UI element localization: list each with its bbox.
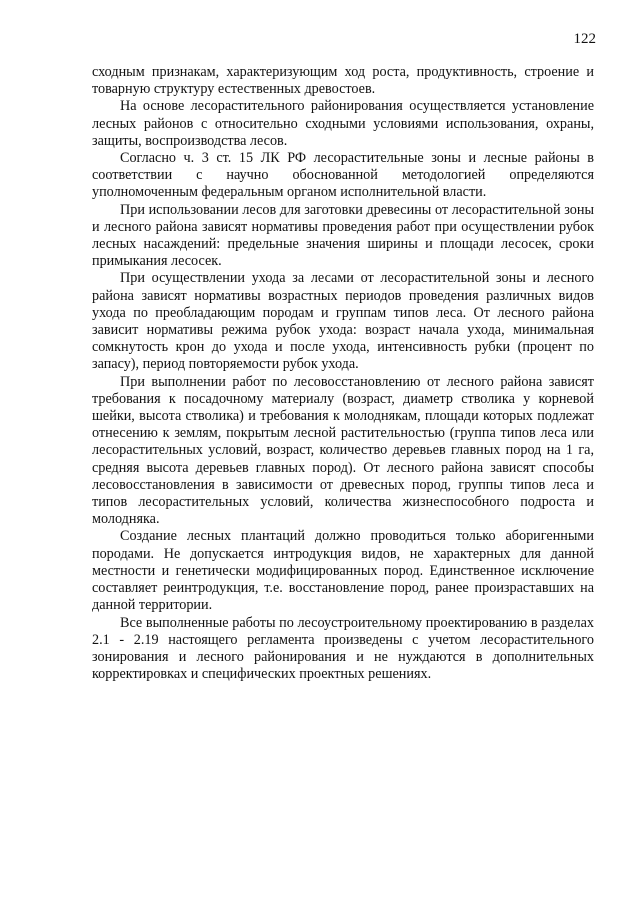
paragraph-plantations: Создание лесных плантаций должно проводиться только аборигенными породами. Не допускается интродукция видов, не характерных для данной местности и генетически модифицированных пород. Единственное исключение составляет реинтродукция, т.е. восстановление пород, ранее произраставших на данной территории. xyxy=(92,528,594,614)
paragraph-continuation: сходным признакам, характеризующим ход роста, продуктивность, строение и товарную структуру естественных древостоев. xyxy=(92,64,594,98)
paragraph-legal-basis: Согласно ч. 3 ст. 15 ЛК РФ лесорастительные зоны и лесные районы в соответствии с научно обоснованной методологией определяются уполномоченным федеральным органом исполнительной власти. xyxy=(92,150,594,201)
page-number: 122 xyxy=(573,31,596,47)
paragraph-conclusion: Все выполненные работы по лесоустроительному проектированию в разделах 2.1 - 2.19 настоящего регламента произведены с учетом лесорастительного зонирования и лесного районирования и не нуждаются в дополнительных корректировках и специфических проектных решениях. xyxy=(92,614,594,683)
paragraph-forest-districts: На основе лесорастительного районирования осуществляется установление лесных районов с относительно сходными условиями использования, охраны, защиты, воспроизводства лесов. xyxy=(92,98,594,149)
paragraph-forest-care: При осуществлении ухода за лесами от лесорастительной зоны и лесного района зависят нормативы возрастных периодов проведения различных видов ухода по преобладающим породам и группам типов леса. От лесного района зависит нормативы режима рубок ухода: возраст начала ухода, минимальная сомкнутость крон до ухода и после ухода, интенсивность рубки (процент по запасу), период повторяемости рубок ухода. xyxy=(92,270,594,373)
paragraph-reforestation: При выполнении работ по лесовосстановлению от лесного района зависят требования к посадочному материалу (возраст, диаметр стволика у корневой шейки, высота стволика) и требования к молоднякам, площади которых подлежат отнесению к землям, покрытым лесной растительностью (группа типов леса или лесорастительных условий, возраст, количество деревьев главных пород на 1 га, средняя высота деревьев главных пород). От лесного района зависят способы лесовосстановления в зависимости от древесных пород, группы типов леса и типов лесорастительных условий, количества жизнеспособного подроста и молодняка. xyxy=(92,373,594,528)
document-body xyxy=(92,64,594,683)
paragraph-timber-harvesting: При использовании лесов для заготовки древесины от лесорастительной зоны и лесного района зависят нормативы проведения работ при осуществлении рубок лесных насаждений: предельные значения ширины и площади лесосек, сроки примыкания лесосек. xyxy=(92,201,594,270)
